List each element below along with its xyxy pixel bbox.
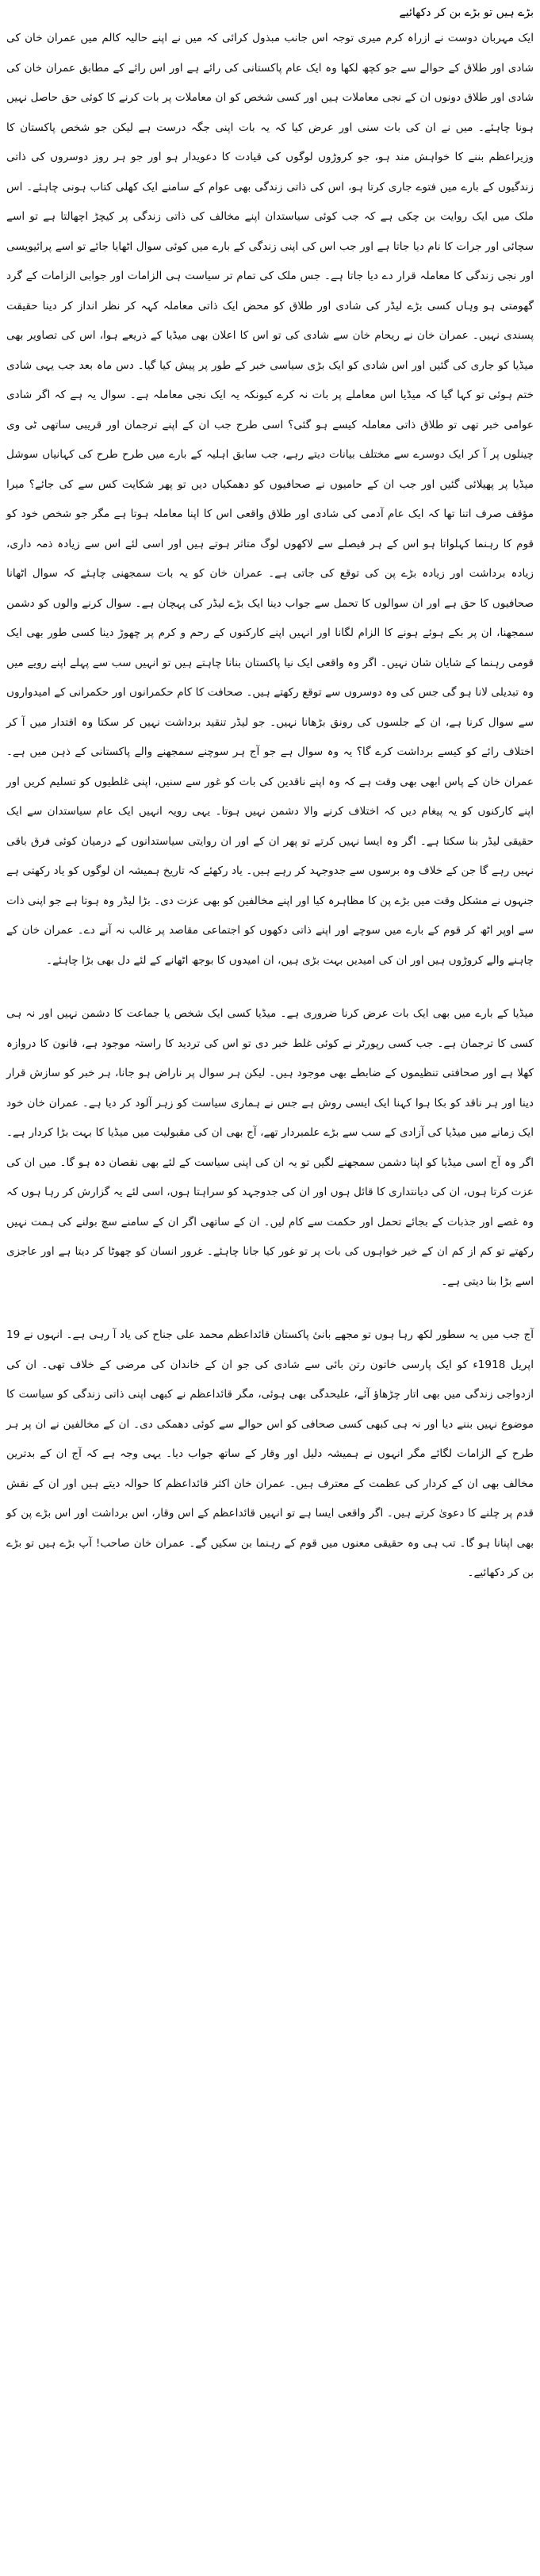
article-paragraph-3: آج جب میں یہ سطور لکھ رہا ہوں تو مجھے بانیٔ پاکستان قائداعظم محمد علی جناح کی یاد آ رہی ہے۔ انہوں نے 19 اپریل 1918ء کو ایک پارسی خاتون رتن بائی سے شادی کی جو ان کے خاندان کی مرضی کے خلاف تھی۔ ان کی ازدواجی زندگی میں بھی اتار چڑھاؤ آئے، علیحدگی بھی ہوئی، مگر قائداعظم نے کبھی اپنی ذاتی زندگی کو سیاست کا موضوع نہیں بننے دیا اور نہ ہی کبھی کسی صحافی کو اس حوالے سے کوئی دھمکی دی۔ ان کے مخالفین نے ان پر ہر طرح کے الزامات لگائے مگر انہوں نے ہمیشہ دلیل اور وقار کے ساتھ جواب دیا۔ یہی وجہ ہے کہ آج ان کے بدترین مخالف بھی ان کے کردار کی عظمت کے معترف ہیں۔ عمران خان اکثر قائداعظم کا حوالہ دیتے ہیں اور ان کے نقش قدم پر چلنے کا دعویٰ کرتے ہیں۔ اگر واقعی ایسا ہے تو انہیں قائداعظم کے اس وقار، اس برداشت اور اس بڑے پن کو بھی اپنانا ہو گا۔ تب ہی وہ حقیقی معنوں میں قوم کے رہنما بن سکیں گے۔ عمران خان صاحب! آپ بڑے ہیں تو بڑے بن کر دکھائیے۔ [6, 1328, 534, 1579]
article-title: بڑے ہیں تو بڑے بن کر دکھائیے [399, 6, 534, 19]
article-paragraph-1: ایک مہربان دوست نے ازراہ کرم میری توجہ اس جانب مبذول کرائی کہ میں نے اپنے حالیہ کالم میں عمران خان کی شادی اور طلاق کے حوالے سے جو کچھ لکھا وہ ایک عام پاکستانی کی رائے ہے اور اس رائے کے مطابق عمران خان کی شادی اور طلاق دونوں ان کے نجی معاملات ہیں اور کسی شخص کو ان معاملات پر بات کرنے کا کوئی حق حاصل نہیں ہونا چاہئے۔ میں نے ان کی بات سنی اور عرض کیا کہ یہ بات اپنی جگہ درست ہے لیکن جو شخص پاکستان کا وزیراعظم بننے کا خواہش مند ہو، جو کروڑوں لوگوں کی قیادت کا دعویدار ہو اور جو ہر روز دوسروں کی ذاتی زندگیوں کے بارے میں فتوے جاری کرتا ہو، اس کی ذاتی زندگی بھی عوام کے سامنے ایک کھلی کتاب ہونی چاہئے۔ اس ملک میں ایک روایت بن چکی ہے کہ جب کوئی سیاستدان اپنے مخالف کی ذاتی زندگی پر کیچڑ اچھالتا ہے تو اسے سچائی اور جرات کا نام دیا جاتا ہے اور جب اس کی اپنی زندگی کے بارے میں کوئی سوال اٹھایا جائے تو اسے پرائیویسی اور نجی زندگی کا معاملہ قرار دے دیا جاتا ہے۔ جس ملک کی تمام تر سیاست ہی الزامات اور جوابی الزامات کے گرد گھومتی ہو وہاں کسی بڑے لیڈر کی شادی اور طلاق کو محض ایک ذاتی معاملہ کہہ کر نظر انداز کر دینا حقیقت پسندی نہیں۔ عمران خان نے ریحام خان سے شادی کی تو اس کا اعلان بھی میڈیا کے ذریعے ہوا، اس کی تصاویر بھی میڈیا کو جاری کی گئیں اور اس شادی کو ایک بڑی سیاسی خبر کے طور پر پیش کیا گیا۔ دس ماہ بعد جب یہی شادی ختم ہوئی تو کہا گیا کہ میڈیا اس معاملے پر بات نہ کرے کیونکہ یہ ایک نجی معاملہ ہے۔ سوال یہ ہے کہ اگر شادی عوامی خبر تھی تو طلاق ذاتی معاملہ کیسے ہو گئی؟ اسی طرح جب ان کے اپنے ترجمان اور قریبی ساتھی ٹی وی چینلوں پر آ کر ایک دوسرے سے مختلف بیانات دیتے رہے، جب سابق اہلیہ کے بارے میں طرح طرح کی کہانیاں سوشل میڈیا پر پھیلائی گئیں اور جب ان کے حامیوں نے صحافیوں کو دھمکیاں دیں تو پھر شکایت کس سے کی جائے؟ میرا مؤقف صرف اتنا تھا کہ ایک عام آدمی کی شادی اور طلاق واقعی اس کا اپنا معاملہ ہوتا ہے مگر جو شخص خود کو قوم کا رہنما کہلواتا ہو اس کے ہر فیصلے سے لاکھوں لوگ متاثر ہوتے ہیں اور اسی لئے اس سے زیادہ ذمہ داری، زیادہ برداشت اور زیادہ بڑے پن کی توقع کی جاتی ہے۔ عمران خان کو یہ بات سمجھنی چاہئے کہ سوال اٹھانا صحافیوں کا حق ہے اور ان سوالوں کا تحمل سے جواب دینا ایک بڑے لیڈر کی پہچان ہے۔ سوال کرنے والوں کو دشمن سمجھنا، ان پر بکے ہوئے ہونے کا الزام لگانا اور انہیں اپنے کارکنوں کے رحم و کرم پر چھوڑ دینا کسی طور بھی ایک قومی رہنما کے شایان شان نہیں۔ اگر وہ واقعی ایک نیا پاکستان بنانا چاہتے ہیں تو انہیں سب سے پہلے اپنے رویے میں وہ تبدیلی لانا ہو گی جس کی وہ دوسروں سے توقع رکھتے ہیں۔ صحافت کا کام حکمرانوں اور حکمرانی کے امیدواروں سے سوال کرنا ہے، ان کے جلسوں کی رونق بڑھانا نہیں۔ جو لیڈر تنقید برداشت نہیں کر سکتا وہ اقتدار میں آ کر اختلاف رائے کو کیسے برداشت کرے گا؟ یہ وہ سوال ہے جو آج ہر سوچنے سمجھنے والے پاکستانی کے ذہن میں ہے۔ عمران خان کے پاس ابھی بھی وقت ہے کہ وہ اپنے ناقدین کی بات کو غور سے سنیں، اپنی غلطیوں کو تسلیم کریں اور اپنے کارکنوں کو یہ پیغام دیں کہ اختلاف کرنے والا دشمن نہیں ہوتا۔ یہی رویہ انہیں ایک عام سیاستدان سے ایک حقیقی لیڈر بنا سکتا ہے۔ اگر وہ ایسا نہیں کرتے تو پھر ان کے اور ان روایتی سیاستدانوں کے درمیان کوئی فرق باقی نہیں رہے گا جن کے خلاف وہ برسوں سے جدوجہد کر رہے ہیں۔ یاد رکھئے کہ تاریخ ہمیشہ ان لوگوں کو یاد رکھتی ہے جنہوں نے مشکل وقت میں بڑے پن کا مظاہرہ کیا اور اپنے مخالفین کو بھی عزت دی۔ بڑا لیڈر وہ ہوتا ہے جو اپنی ذات سے اوپر اٹھ کر قوم کے بارے میں سوچے اور اپنے ذاتی دکھوں کو اجتماعی مقاصد پر غالب نہ آنے دے۔ عمران خان کے چاہنے والے کروڑوں ہیں اور ان کی امیدیں بہت بڑی ہیں، ان امیدوں کا بوجھ اٹھانے کے لئے دل بھی بڑا چاہئے۔ [6, 32, 534, 967]
article-paragraph-2: میڈیا کے بارے میں بھی ایک بات عرض کرنا ضروری ہے۔ میڈیا کسی ایک شخص یا جماعت کا دشمن نہیں اور نہ ہی کسی کا ترجمان ہے۔ جب کسی رپورٹر نے کوئی غلط خبر دی تو اس کی تردید کا راستہ موجود ہے، قانون کا دروازہ کھلا ہے اور صحافتی تنظیموں کے ضابطے بھی موجود ہیں۔ لیکن ہر سوال پر ناراض ہو جانا، ہر خبر کو سازش قرار دینا اور ہر ناقد کو بکا ہوا کہنا ایک ایسی روش ہے جس نے ہماری سیاست کو زہر آلود کر دیا ہے۔ عمران خان خود ایک زمانے میں میڈیا کی آزادی کے سب سے بڑے علمبردار تھے، آج بھی ان کی مقبولیت میں میڈیا کا بہت بڑا کردار ہے۔ اگر وہ آج اسی میڈیا کو اپنا دشمن سمجھنے لگیں تو یہ ان کی اپنی سیاست کے لئے بھی نقصان دہ ہو گا۔ میں ان کی عزت کرتا ہوں، ان کی دیانتداری کا قائل ہوں اور ان کی جدوجہد کو سراہتا ہوں، اسی لئے یہ گزارش کر رہا ہوں کہ وہ غصے اور جذبات کے بجائے تحمل اور حکمت سے کام لیں۔ ان کے ساتھی اگر ان کے سامنے سچ بولنے کی ہمت نہیں رکھتے تو کم از کم ان کے خیر خواہوں کی بات پر تو غور کیا جانا چاہئے۔ غرور انسان کو چھوٹا کر دیتا ہے اور عاجزی اسے بڑا بنا دیتی ہے۔ [6, 1007, 534, 1288]
